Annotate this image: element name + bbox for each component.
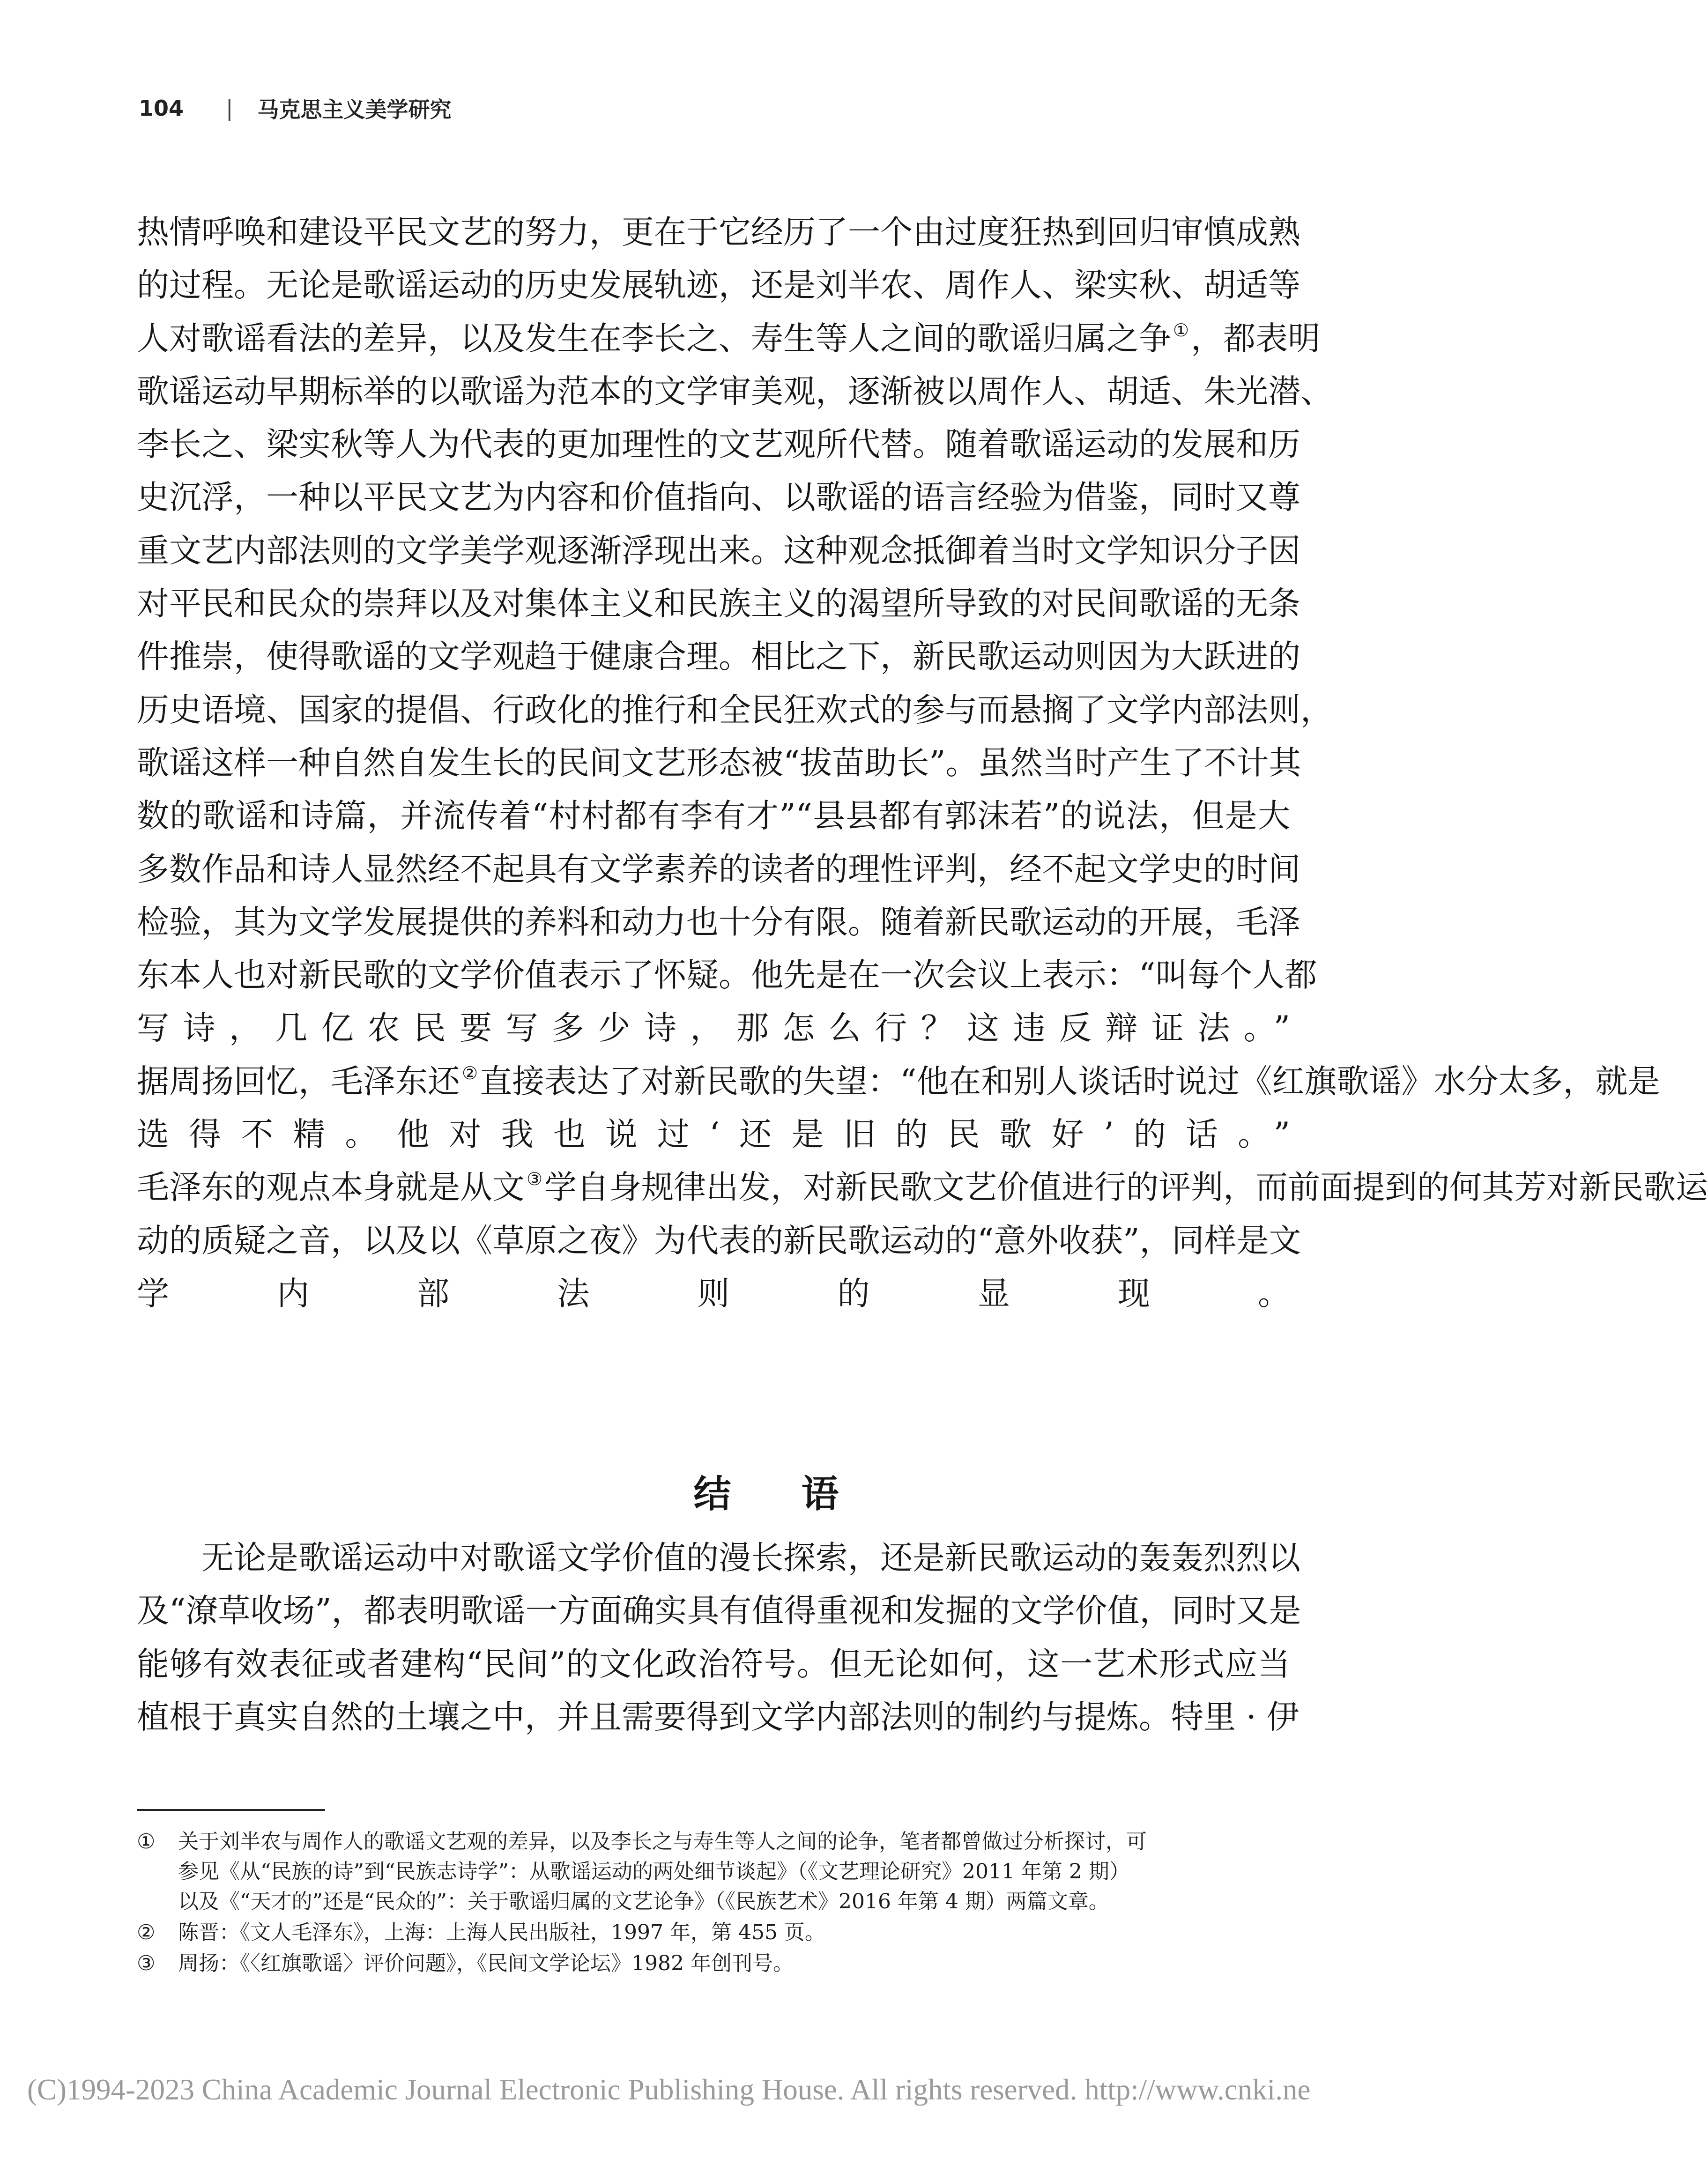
conclusion-paragraph xyxy=(137,1532,1301,1744)
footnote-line: 以及《“天才的”还是“民众的”：关于歌谣归属的文艺论争》（《民族艺术》2016 年第 4 期）两篇文章。 xyxy=(178,1890,1109,1913)
text-line: 歌谣这样一种自然自发生长的民间文艺形态被“拔苗助长”。虽然当时产生了不计其 xyxy=(137,744,1301,782)
footnotes xyxy=(137,1827,1290,1980)
text-line: 多数作品和诗人显然经不起具有文学素养的读者的理性评判，经不起文学史的时间 xyxy=(137,850,1300,888)
text-line: 对平民和民众的崇拜以及对集体主义和民族主义的渴望所导致的对民间歌谣的无条 xyxy=(137,585,1300,623)
footnote-3 xyxy=(137,1949,1290,1979)
journal-title: 马克思主义美学研究 xyxy=(257,97,452,122)
text-line: 李长之、梁实秋等人为代表的更加理性的文艺观所代替。随着歌谣运动的发展和历 xyxy=(137,426,1300,464)
text-line: 史沉浮，一种以平民文艺为内容和价值指向、以歌谣的语言经验为借鉴，同时又尊 xyxy=(137,479,1300,517)
footnote-1 xyxy=(137,1827,1290,1917)
section-title: 结语 xyxy=(693,1472,909,1516)
footnote-ref[interactable]: ③ xyxy=(527,1169,543,1190)
text-line: 无论是歌谣运动中对歌谣文学价值的漫长探索，还是新民歌运动的轰轰烈烈以 xyxy=(201,1539,1300,1577)
footnote-mark: ② xyxy=(137,1921,156,1944)
page-number: 104 xyxy=(139,96,184,121)
text-line: 植根于真实自然的土壤之中，并且需要得到文学内部法则的制约与提炼。特里 · 伊 xyxy=(137,1698,1299,1736)
text-line: 人对歌谣看法的差异，以及发生在李长之、寿生等人之间的歌谣归属之争 ①，都表明 xyxy=(137,319,1321,357)
footnote-ref[interactable]: ① xyxy=(1173,319,1189,341)
text-line: 歌谣运动早期标举的以歌谣为范本的文学审美观，逐渐被以周作人、胡适、朱光潜、 xyxy=(137,372,1333,410)
text-line: 学内部法则的显现。 xyxy=(137,1275,1290,1313)
text-line: 数的歌谣和诗篇，并流传着“村村都有李有才”“县县都有郭沫若”的说法，但是大 xyxy=(137,797,1290,835)
footnote-line: 陈晋：《文人毛泽东》，上海：上海人民出版社，1997 年，第 455 页。 xyxy=(178,1921,825,1944)
text-line: 历史语境、国家的提倡、行政化的推行和全民狂欢式的参与而悬搁了文学内部法则， xyxy=(137,691,1333,729)
footnote-mark: ① xyxy=(137,1830,156,1854)
header-separator: | xyxy=(226,96,233,121)
text-line: 东本人也对新民歌的文学价值表示了怀疑。他先是在一次会议上表示：“叫每个人都 xyxy=(137,957,1317,994)
text-line: 毛泽东的观点本身就是从文 ③学自身规律出发，对新民歌文艺价值进行的评判，而前面提到的何其芳对新民歌运 xyxy=(137,1169,1708,1207)
footnote-mark: ③ xyxy=(137,1951,156,1975)
text-line: 重文艺内部法则的文学美学观逐渐浮现出来。这种观念抵御着当时文学知识分子因 xyxy=(137,532,1300,570)
main-paragraph xyxy=(137,206,1708,1320)
footnote-line: 周扬：《〈红旗歌谣〉评价问题》，《民间文学论坛》1982 年创刊号。 xyxy=(178,1951,794,1975)
text-line: 能够有效表征或者建构“民间”的文化政治符号。但无论如何，这一艺术形式应当 xyxy=(137,1645,1290,1683)
footnote-line: 关于刘半农与周作人的歌谣文艺观的差异，以及李长之与寿生等人之间的论争，笔者都曾做过分析探讨，可 xyxy=(178,1830,1147,1854)
text-line: 选得不精。他对我也说过‘还是旧的民歌好’的话。” xyxy=(137,1116,1290,1154)
running-header xyxy=(139,92,452,125)
footnote-2 xyxy=(137,1918,1290,1948)
text-line: 动的质疑之音，以及以《草原之夜》为代表的新民歌运动的“意外收获”，同样是文 xyxy=(137,1222,1301,1260)
footnote-divider xyxy=(137,1809,325,1811)
text-line: 热情呼唤和建设平民文艺的努力，更在于它经历了一个由过度狂热到回归审慎成熟 xyxy=(137,214,1300,251)
text-line: 的过程。无论是歌谣运动的历史发展轨迹，还是刘半农、周作人、梁实秋、胡适等 xyxy=(137,267,1300,304)
footnote-line: 参见《从“民族的诗”到“民族志诗学”：从歌谣运动的两处细节谈起》（《文艺理论研究》2011 年第 2 期） xyxy=(178,1860,1130,1884)
text-line: 检验，其为文学发展提供的养料和动力也十分有限。随着新民歌运动的开展，毛泽 xyxy=(137,903,1300,941)
text-line: 及“潦草收场”，都表明歌谣一方面确实具有值得重视和发掘的文学价值，同时又是 xyxy=(137,1592,1301,1630)
footnote-ref[interactable]: ② xyxy=(462,1062,478,1083)
text-line: 件推崇，使得歌谣的文学观趋于健康合理。相比之下，新民歌运动则因为大跃进的 xyxy=(137,638,1300,676)
copyright-notice: (C)1994-2023 China Academic Journal Electronic Publishing House. All rights reserved. http://www.cnki.ne xyxy=(27,2073,1311,2106)
text-line: 写诗，几亿农民要写多少诗，那怎么行？这违反辩证法。” xyxy=(137,1009,1290,1047)
text-line: 据周扬回忆，毛泽东还 ②直接表达了对新民歌的失望：“他在和别人谈话时说过《红旗歌谣》水分太多，就是 xyxy=(137,1062,1660,1100)
